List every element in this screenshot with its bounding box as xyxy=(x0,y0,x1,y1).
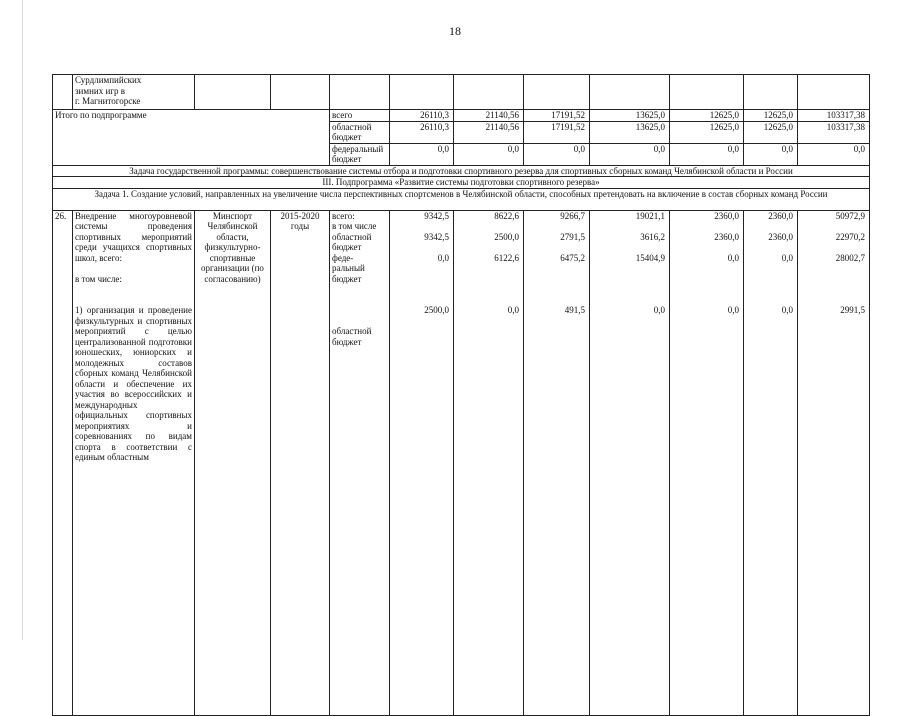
value-cell: 0,0 xyxy=(727,252,739,263)
value-cell: 12625,0 xyxy=(744,110,798,122)
value-cell: 9342,5 xyxy=(424,231,449,242)
value-cell: 21140,56 xyxy=(454,121,524,143)
value-cell: 13625,0 xyxy=(590,110,670,122)
value-cell: 2500,0 xyxy=(424,305,449,315)
page-number: 18 xyxy=(449,24,461,38)
item-name: Внедрение многоуровневой системы проведения спортивных мероприятий среди учащихся спортивных школ, всего: xyxy=(75,210,192,263)
value-cell: 0,0 xyxy=(781,252,793,263)
value-cell: 2360,0 xyxy=(768,210,793,221)
task-state-text: Задача государственной программы: совершенствование системы отбора и подготовки спортивного резерва для спортивных сборных команд Челябинской области и России xyxy=(53,165,870,177)
year-col-4 xyxy=(590,210,670,715)
value-cell: 21140,56 xyxy=(454,110,524,122)
value-cell: 6475,2 xyxy=(560,252,585,263)
value-cell: 2500,0 xyxy=(494,231,519,242)
value-cell: 28002,7 xyxy=(835,252,865,263)
table-row xyxy=(53,75,870,110)
executor-cell: Минспорт Челябинской области, физкультурно-спортивные организации (по согласованию) xyxy=(195,210,271,715)
item-name-cell: Сурдлимпийских зимних игр в г. Магнитогорске xyxy=(73,75,195,110)
funding-type: всего xyxy=(330,110,390,122)
federal-label: феде- ральный бюджет xyxy=(332,252,365,284)
value-cell: 50972,9 xyxy=(835,210,865,221)
value-cell: 0,0 xyxy=(390,143,454,165)
value-cell: 2991,5 xyxy=(840,305,865,315)
value-cell: 103317,38 xyxy=(798,110,870,122)
value-cell: 103317,38 xyxy=(798,121,870,143)
value-cell: 22970,2 xyxy=(835,231,865,242)
value-cell: 0,0 xyxy=(437,252,449,263)
funding-type: областной бюджет xyxy=(330,121,390,143)
task1-row xyxy=(53,188,870,210)
value-cell: 491,5 xyxy=(564,305,585,315)
sub-item-1: 1) организация и проведение физкультурных и спортивных мероприятий с целью централизованной подготовки юношеских, юниорских и молодежных составов сборных команд Челябинской области и обеспечение их участия во всероссийских и международных официальных спортивных мероприятиях и соревнованиях по видам спорта в соответствии с единым областным xyxy=(75,305,192,462)
program-table xyxy=(52,74,870,716)
value-cell: 9342,5 xyxy=(424,210,449,221)
year-col-6 xyxy=(744,210,798,715)
value-cell: 0,0 xyxy=(524,143,590,165)
item-26-row xyxy=(53,210,870,715)
value-cell: 2360,0 xyxy=(714,210,739,221)
value-cell: 26110,3 xyxy=(390,121,454,143)
year-col-5 xyxy=(670,210,744,715)
item-number: 26. xyxy=(53,210,73,715)
value-cell: 0,0 xyxy=(798,143,870,165)
task-state-row xyxy=(53,165,870,177)
value-cell: 0,0 xyxy=(670,143,744,165)
value-cell: 9266,7 xyxy=(560,210,585,221)
value-cell: 0,0 xyxy=(507,305,519,315)
regional-label: областной бюджет xyxy=(332,231,372,252)
subprogram-row xyxy=(53,177,870,189)
value-cell: 6122,6 xyxy=(494,252,519,263)
value-cell: 8622,6 xyxy=(494,210,519,221)
value-cell: 0,0 xyxy=(781,305,793,315)
year-col-1 xyxy=(390,210,454,715)
total-col xyxy=(798,210,870,715)
subprogram-title: III. Подпрограмма «Развитие системы подготовки спортивного резерва» xyxy=(53,177,870,189)
value-cell: 12625,0 xyxy=(670,110,744,122)
sub1-funding-label: областной бюджет xyxy=(332,326,372,347)
task1-text: Задача 1. Создание условий, направленных на увеличение числа перспективных спортсменов в Челябинской области, способных претендовать на включение в состав сборных команд России xyxy=(53,188,870,210)
item-name-cell xyxy=(73,210,195,715)
value-cell: 0,0 xyxy=(454,143,524,165)
total-label: всего: xyxy=(332,210,355,221)
value-cell: 2360,0 xyxy=(714,231,739,242)
value-cell: 13625,0 xyxy=(590,121,670,143)
value-cell: 0,0 xyxy=(590,143,670,165)
funding-labels-cell xyxy=(330,210,390,715)
value-cell: 17191,52 xyxy=(524,110,590,122)
period-cell: 2015-2020 годы xyxy=(271,210,330,715)
value-cell: 0,0 xyxy=(653,305,665,315)
scan-edge xyxy=(22,0,23,640)
summary-row-total xyxy=(53,110,870,122)
year-col-2 xyxy=(454,210,524,715)
funding-type: федеральный бюджет xyxy=(330,143,390,165)
year-col-3 xyxy=(524,210,590,715)
value-cell: 26110,3 xyxy=(390,110,454,122)
value-cell: 15404,9 xyxy=(635,252,665,263)
value-cell: 12625,0 xyxy=(670,121,744,143)
in-that-label: в том числе: xyxy=(75,273,122,284)
value-cell: 0,0 xyxy=(727,305,739,315)
summary-label: Итого по подпрограмме xyxy=(53,110,330,166)
incl-label: в том числе xyxy=(332,221,377,231)
value-cell: 2360,0 xyxy=(768,231,793,242)
value-cell: 2791,5 xyxy=(560,231,585,242)
value-cell: 19021,1 xyxy=(635,210,665,221)
value-cell: 12625,0 xyxy=(744,121,798,143)
value-cell: 0,0 xyxy=(744,143,798,165)
value-cell: 17191,52 xyxy=(524,121,590,143)
value-cell: 3616,2 xyxy=(640,231,665,242)
